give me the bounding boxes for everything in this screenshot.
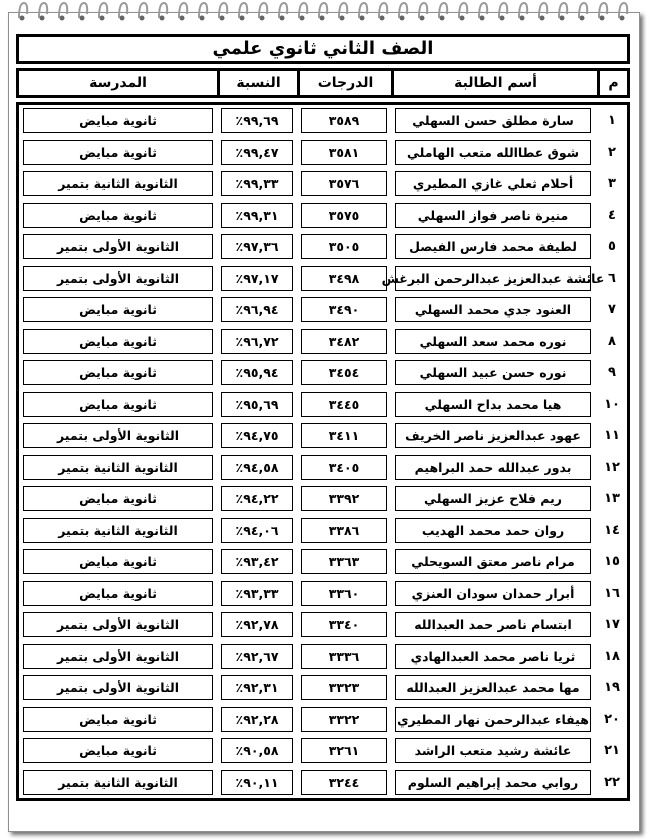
student-school: الثانوية الثانية بتمير <box>23 770 213 795</box>
student-percent: ٩٣,٤٢٪ <box>221 549 293 574</box>
student-degree: ٣٥٠٥ <box>301 234 387 259</box>
row-num: ١٨ <box>604 648 620 664</box>
table-row <box>19 609 627 641</box>
row-num: ٨ <box>608 333 616 349</box>
student-percent: ٩٥,٩٤٪ <box>221 360 293 385</box>
student-school: ثانوية مبايض <box>23 738 213 763</box>
student-percent: ٩٧,٣٦٪ <box>221 234 293 259</box>
spiral-ring <box>399 3 407 21</box>
results-document <box>16 34 630 801</box>
row-num: ١١ <box>604 428 620 444</box>
student-name: أحلام ثعلي غازي المطيري <box>395 171 591 196</box>
spiral-ring <box>219 3 227 21</box>
spiral-ring <box>139 3 147 21</box>
student-percent: ٩٩,٤٧٪ <box>221 140 293 165</box>
student-percent: ٩٩,٦٩٪ <box>221 108 293 133</box>
spiral-ring <box>79 3 87 21</box>
student-school: الثانوية الأولى بتمير <box>23 644 213 669</box>
header-school: المدرسة <box>89 75 147 91</box>
row-num: ٧ <box>608 302 616 318</box>
student-percent: ٩٩,٣٣٪ <box>221 171 293 196</box>
table-row <box>19 105 627 137</box>
table-header <box>16 68 630 98</box>
student-percent: ٩٦,٧٢٪ <box>221 329 293 354</box>
student-percent: ٩٤,٢٢٪ <box>221 486 293 511</box>
spiral-ring <box>419 3 427 21</box>
student-percent: ٩٥,٦٩٪ <box>221 392 293 417</box>
student-name: عائشة عبدالعزيز عبدالرحمن البرغش <box>395 266 591 291</box>
student-school: ثانوية مبايض <box>23 486 213 511</box>
table-row <box>19 389 627 421</box>
spiral-ring <box>159 3 167 21</box>
student-degree: ٣٢٤٤ <box>301 770 387 795</box>
student-school: الثانوية الأولى بتمير <box>23 266 213 291</box>
spiral-ring <box>599 3 607 21</box>
student-name: بدور عبدالله حمد البراهيم <box>395 455 591 480</box>
header-name: أسم الطالبة <box>391 71 597 95</box>
header-degree: الدرجات <box>297 71 391 95</box>
spiral-ring <box>539 3 547 21</box>
student-percent: ٩٠,٥٨٪ <box>221 738 293 763</box>
table-body <box>16 102 630 801</box>
student-degree: ٣٣٣٦ <box>301 644 387 669</box>
student-school: ثانوية مبايض <box>23 297 213 322</box>
student-name: مها محمد عبدالعزيز العبدالله <box>395 675 591 700</box>
student-percent: ٩٧,١٧٪ <box>221 266 293 291</box>
student-name: سارة مطلق حسن السهلي <box>395 108 591 133</box>
student-percent: ٩٢,٧٨٪ <box>221 612 293 637</box>
table-row <box>19 672 627 704</box>
student-percent: ٩٤,٧٥٪ <box>221 423 293 448</box>
student-name: هيفاء عبدالرحمن نهار المطيري <box>395 707 591 732</box>
header-num: م <box>597 71 627 95</box>
student-degree: ٣٤٨٢ <box>301 329 387 354</box>
spiral-ring <box>619 3 627 21</box>
student-school: ثانوية مبايض <box>23 707 213 732</box>
student-school: ثانوية مبايض <box>23 549 213 574</box>
student-school: ثانوية مبايض <box>23 203 213 228</box>
row-num: ٤ <box>608 207 616 223</box>
student-degree: ٣٢٦١ <box>301 738 387 763</box>
row-num: ١٧ <box>604 617 620 633</box>
table-row <box>19 546 627 578</box>
table-row <box>19 168 627 200</box>
spiral-ring <box>179 3 187 21</box>
table-row <box>19 231 627 263</box>
row-num: ٣ <box>608 176 616 192</box>
student-name: شوق عطاالله متعب الهاملي <box>395 140 591 165</box>
table-row <box>19 420 627 452</box>
table-row <box>19 452 627 484</box>
student-degree: ٣٥٨١ <box>301 140 387 165</box>
row-num: ٢١ <box>604 743 620 759</box>
student-name: ريم فلاح عزيز السهلي <box>395 486 591 511</box>
spiral-ring <box>559 3 567 21</box>
student-degree: ٣٣٦٠ <box>301 581 387 606</box>
spiral-ring <box>379 3 387 21</box>
student-percent: ٩٩,٣١٪ <box>221 203 293 228</box>
student-degree: ٣٣٢٣ <box>301 675 387 700</box>
student-name: منيرة ناصر فواز السهلي <box>395 203 591 228</box>
spiral-ring <box>579 3 587 21</box>
student-degree: ٣٣٨٦ <box>301 518 387 543</box>
student-name: مرام ناصر معتق السويحلي <box>395 549 591 574</box>
row-num: ١٥ <box>604 554 620 570</box>
page-title: الصف الثاني ثانوي علمي <box>16 34 630 64</box>
spiral-ring <box>319 3 327 21</box>
student-degree: ٣٣٩٢ <box>301 486 387 511</box>
student-school: الثانوية الأولى بتمير <box>23 234 213 259</box>
row-num: ١٣ <box>604 491 620 507</box>
student-degree: ٣٤٩٠ <box>301 297 387 322</box>
student-school: الثانوية الأولى بتمير <box>23 675 213 700</box>
student-name: ابتسام ناصر حمد العبدالله <box>395 612 591 637</box>
student-name: ثريا ناصر محمد العبدالهادي <box>395 644 591 669</box>
spiral-ring <box>499 3 507 21</box>
student-percent: ٩٦,٩٤٪ <box>221 297 293 322</box>
student-school: ثانوية مبايض <box>23 392 213 417</box>
row-num: ٥ <box>608 239 616 255</box>
table-row <box>19 767 627 799</box>
spiral-ring <box>359 3 367 21</box>
student-name: العنود جدي محمد السهلي <box>395 297 591 322</box>
table-row <box>19 515 627 547</box>
student-percent: ٩٤,٥٨٪ <box>221 455 293 480</box>
table-row <box>19 357 627 389</box>
spiral-ring <box>339 3 347 21</box>
student-school: ثانوية مبايض <box>23 360 213 385</box>
student-degree: ٣٥٧٥ <box>301 203 387 228</box>
student-percent: ٩٢,٣١٪ <box>221 675 293 700</box>
row-num: ٢٠ <box>604 711 620 727</box>
spiral-ring <box>439 3 447 21</box>
student-percent: ٩٢,٢٨٪ <box>221 707 293 732</box>
student-name: نوره حسن عبيد السهلي <box>395 360 591 385</box>
student-school: ثانوية مبايض <box>23 581 213 606</box>
table-row <box>19 578 627 610</box>
spiral-ring <box>479 3 487 21</box>
table-row <box>19 263 627 295</box>
student-school: الثانوية الثانية بتمير <box>23 171 213 196</box>
row-num: ١٦ <box>604 585 620 601</box>
student-name: نوره محمد سعد السهلي <box>395 329 591 354</box>
student-school: الثانوية الثانية بتمير <box>23 455 213 480</box>
table-row <box>19 735 627 767</box>
student-name: روان حمد محمد الهديب <box>395 518 591 543</box>
student-school: ثانوية مبايض <box>23 140 213 165</box>
student-name: عهود عبدالعزيز ناصر الخريف <box>395 423 591 448</box>
header-percent: النسبة <box>217 71 297 95</box>
row-num: ٢ <box>608 144 616 160</box>
student-name: أبرار حمدان سودان العنزي <box>395 581 591 606</box>
student-percent: ٩٣,٣٣٪ <box>221 581 293 606</box>
spiral-ring <box>239 3 247 21</box>
table-row <box>19 200 627 232</box>
student-degree: ٣٤٠٥ <box>301 455 387 480</box>
spiral-ring <box>519 3 527 21</box>
spiral-ring <box>199 3 207 21</box>
spiral-ring <box>259 3 267 21</box>
row-num: ٦ <box>608 270 616 286</box>
student-name: هيا محمد بداح السهلي <box>395 392 591 417</box>
table-row <box>19 326 627 358</box>
row-num: ٩ <box>608 365 616 381</box>
student-school: الثانوية الثانية بتمير <box>23 518 213 543</box>
spiral-ring <box>59 3 67 21</box>
row-num: ٢٢ <box>604 774 620 790</box>
student-degree: ٣٤٤٥ <box>301 392 387 417</box>
notebook-spiral <box>0 0 650 24</box>
student-degree: ٣٣٤٠ <box>301 612 387 637</box>
row-num: ١٢ <box>604 459 620 475</box>
student-degree: ٣٣٦٣ <box>301 549 387 574</box>
student-degree: ٣٤١١ <box>301 423 387 448</box>
table-row <box>19 641 627 673</box>
spiral-ring <box>19 3 27 21</box>
table-row <box>19 294 627 326</box>
student-degree: ٣٥٨٩ <box>301 108 387 133</box>
spiral-ring <box>39 3 47 21</box>
student-name: عائشة رشيد متعب الراشد <box>395 738 591 763</box>
student-school: ثانوية مبايض <box>23 329 213 354</box>
row-num: ١ <box>608 113 616 129</box>
spiral-ring <box>119 3 127 21</box>
student-percent: ٩٤,٠٦٪ <box>221 518 293 543</box>
table-row <box>19 704 627 736</box>
student-school: ثانوية مبايض <box>23 108 213 133</box>
student-school: الثانوية الأولى بتمير <box>23 423 213 448</box>
student-name: روابي محمد إبراهيم السلوم <box>395 770 591 795</box>
spiral-ring <box>279 3 287 21</box>
student-degree: ٣٤٥٤ <box>301 360 387 385</box>
spiral-ring <box>299 3 307 21</box>
student-degree: ٣٣٢٢ <box>301 707 387 732</box>
student-percent: ٩٠,١١٪ <box>221 770 293 795</box>
student-name: لطيفة محمد فارس الفيصل <box>395 234 591 259</box>
table-row <box>19 483 627 515</box>
row-num: ١٩ <box>604 680 620 696</box>
spiral-ring <box>99 3 107 21</box>
table-row <box>19 137 627 169</box>
row-num: ١٤ <box>604 522 620 538</box>
student-percent: ٩٢,٦٧٪ <box>221 644 293 669</box>
spiral-ring <box>459 3 467 21</box>
student-degree: ٣٥٧٦ <box>301 171 387 196</box>
student-school: الثانوية الأولى بتمير <box>23 612 213 637</box>
row-num: ١٠ <box>604 396 620 412</box>
student-degree: ٣٤٩٨ <box>301 266 387 291</box>
